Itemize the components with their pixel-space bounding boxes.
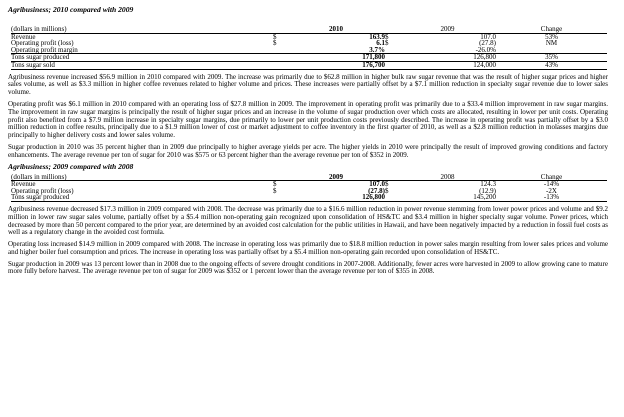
col-year-a: 2009 (287, 173, 385, 181)
table-2010-vs-2009 (11, 25, 607, 70)
paragraph: Operating profit was $6.1 million in 2010 compared with an operating loss of $27.8 million in 2009. The improvement in operating profit was primarily due to a $33.4 million improvement in raw sugar margins. The improvement in raw sugar margins is principally the result of higher sugar prices and an increase in the volume of sugar production over which costs are allocated, resulting in lower per unit costs. Operating profit also benefited from a $7.9 million increase in specialty sugar margins, due primarily to lower per unit production costs previously described. The increase in operating profit was partially offset by a $3.0 million reduction in coffee results, principally due to a $1.9 million lower of cost or market adjustment to coffee inventory in the first quarter of 2010, as well as a $2.8 million reduction in molasses margins due principally to higher delivery costs and lower sales volume. (8, 99, 608, 140)
paragraph: Agribusiness revenue increased $56.9 million in 2010 compared with 2009. The increase was primarily due to $62.8 million in higher bulk raw sugar revenue that was the result of higher sugar prices and higher sales volume, as well as $3.3 million in higher coffee revenues related to higher volume and prices. These increases were partially offset by a $7.1 million reduction in specialty sugar revenue due to lower sales volume. (8, 72, 608, 97)
paragraph: Agribusiness revenue decreased $17.3 million in 2009 compared with 2008. The decrease was primarily due to a $16.6 million reduction in power revenue stemming from lower power prices and volume and $9.2 million in lower raw sugar sales volume, partially offset by a $5.4 million non-operating gain recognized upon consolidation of HS&TC and $3.4 million in higher specialty sugar volume. Power prices, which decreased by more than 50 percent compared to the prior year, are determined by an avoided cost calculation for the public utilities in Hawaii, and have been negatively impacted by a reduction in fossil fuel costs as well as a regulatory change in the avoided cost formula. (8, 204, 608, 237)
table-row: Operating profit margin 3.7% -26.0% (11, 47, 607, 54)
table-row: Operating profit (loss) $ 6.1 $ (27.8) NM (11, 39, 558, 48)
col-change: Change (496, 173, 607, 181)
unit-label: (dollars in millions) (11, 173, 273, 181)
table-header-row (11, 173, 607, 181)
unit-label: (dollars in millions) (11, 25, 273, 33)
paragraph: Sugar production in 2010 was 35 percent higher than in 2009 due principally to higher average yields per acre. The higher yields in 2010 were principally the result of improved growing conditions and factory enhancements. The average revenue per ton of sugar for 2010 was $575 or 63 percent higher than the average revenue per ton of $352 in 2009. (8, 142, 608, 159)
col-year-a: 2010 (287, 25, 385, 33)
table-2009-vs-2008 (11, 173, 607, 202)
table-header-row (11, 25, 607, 33)
table-row: Revenue $ 107.0 $ 124.3 -14% (11, 180, 560, 189)
paragraph: Operating loss increased $14.9 million in 2009 compared with 2008. The increase in operating loss was primarily due to $18.8 million reduction in power sales margin resulting from lower sales prices and volume and higher boiler fuel consumption and prices. The increase in operating loss was partially offset by a $5.4 million non-operating gain recorded upon consolidation of HS&TC. (8, 240, 608, 256)
col-year-b: 2009 (399, 25, 496, 33)
table-row: Tons sugar sold 176,700 124,000 43% (11, 61, 607, 69)
table-row: Revenue $ 163.9 $ 107.0 53% (11, 32, 558, 41)
table-row: Tons sugar produced 171,800 126,800 35% (11, 54, 607, 62)
col-year-b: 2008 (399, 173, 496, 181)
table-row: Operating profit (loss) $ (27.8) $ (12.9) -2X (11, 186, 557, 195)
section-heading-2010: Agribusiness; 2010 compared with 2009 (8, 5, 134, 14)
col-change: Change (496, 25, 607, 33)
section-heading-2009: Agribusiness; 2009 compared with 2008 (8, 161, 134, 171)
paragraph: Sugar production in 2009 was 13 percent lower than in 2008 due to the ongoing effects of severe drought conditions in 2007-2008. Additionally, fewer acres were harvested in 2009 to allow growing cane to mature more fully before harvest. The average revenue per ton of sugar for 2009 was $352 or 1 percent lower than the average revenue per ton of $355 in 2008. (8, 259, 608, 276)
table-row: Tons sugar produced 126,800 145,200 -13% (11, 194, 607, 201)
